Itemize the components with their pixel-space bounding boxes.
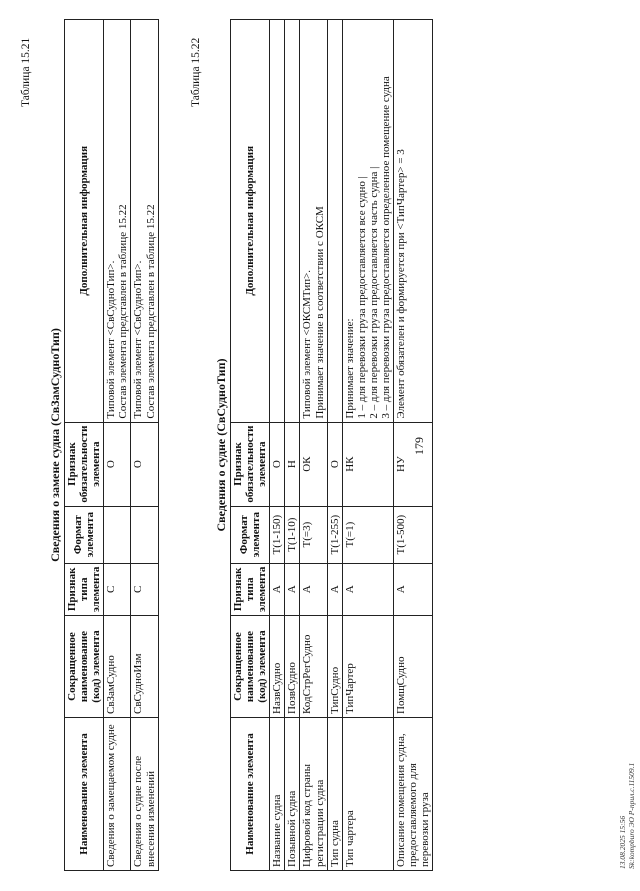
table2-header: Дополнительная информация — [231, 20, 270, 423]
table-row — [285, 20, 300, 871]
cell-type: А — [285, 563, 300, 615]
table2-header: Сокращенное наименование (код) элемента — [231, 616, 270, 718]
table2-header: Признак обязательности элемента — [231, 422, 270, 506]
cell-code: ПозвСудно — [285, 616, 300, 718]
cell-info — [285, 20, 300, 423]
cell-type: С — [104, 563, 131, 615]
table-row — [131, 20, 158, 871]
table1-label: Таблица 15.21 — [20, 37, 32, 107]
page-number: 179 — [412, 437, 426, 455]
cell-code: ТипСудно — [327, 616, 342, 718]
table1-header: Признак типа элемента — [65, 563, 104, 615]
footer-line: Sk:kompburo ЭО Р-прил.с.11509.1 — [627, 762, 636, 869]
cell-req: ОК — [300, 422, 327, 506]
table1 — [64, 19, 159, 871]
cell-info — [104, 20, 131, 423]
table2-label: Таблица 15.22 — [190, 37, 202, 107]
cell-format: T(1-10) — [285, 506, 300, 563]
cell-format — [131, 506, 158, 563]
info-line: Типовой элемент <ОКСМТип>. — [301, 269, 314, 419]
table2-header-row — [231, 20, 270, 871]
cell-name: Тип чартера — [342, 718, 393, 871]
table2-header: Признак типа элемента — [231, 563, 270, 615]
cell-code: ПомщСудно — [394, 616, 433, 718]
cell-info — [327, 20, 342, 423]
cell-type: С — [131, 563, 158, 615]
cell-format: T(1-500) — [394, 506, 433, 563]
info-line: 2 – для перевозки груза предоставляется часть судна | — [367, 166, 380, 419]
table2-header: Наименование элемента — [231, 718, 270, 871]
table2-title: Сведения о судне (СвСудноТип) — [214, 358, 228, 532]
cell-code: КодСтрРегСудно — [300, 616, 327, 718]
cell-name: Сведения о судне после внесения изменений — [131, 718, 158, 871]
table1-header: Дополнительная информация — [65, 20, 104, 423]
table1-header: Формат элемента — [65, 506, 104, 563]
cell-code: СвЗамСудно — [104, 616, 131, 718]
cell-format: T(1-255) — [327, 506, 342, 563]
info-line: Состав элемента представлен в таблице 15.22 — [117, 204, 130, 419]
info-line: Типовой элемент <СвСудноТип>. — [105, 260, 118, 419]
table1-header-row — [65, 20, 104, 871]
table-row — [300, 20, 327, 871]
cell-format: T(=3) — [300, 506, 327, 563]
table1-header: Сокращенное наименование (код) элемента — [65, 616, 104, 718]
table1-header: Признак обязательности элемента — [65, 422, 104, 506]
cell-req: О — [131, 422, 158, 506]
cell-name: Позывной судна — [285, 718, 300, 871]
table-row — [104, 20, 131, 871]
info-line: 1 – для перевозки груза предоставляется все судно | — [355, 176, 368, 419]
cell-req: О — [270, 422, 285, 506]
cell-info — [300, 20, 327, 423]
footer-stamp — [618, 763, 636, 869]
cell-type: А — [394, 563, 433, 615]
table-row — [394, 20, 433, 871]
cell-name: Цифровой код страны регистрации судна — [300, 718, 327, 871]
cell-req: О — [104, 422, 131, 506]
table1-title: Сведения о замене судна (СвЗамСудноТип) — [48, 328, 62, 562]
cell-format: T(1-150) — [270, 506, 285, 563]
cell-code: НазвСудно — [270, 616, 285, 718]
info-line: Принимает значение: — [343, 318, 356, 419]
info-line: 3 – для перевозки груза предоставляется определенное помещение судна — [380, 76, 393, 419]
footer-line: 13.08.2025 15:56 — [618, 815, 627, 869]
cell-info — [342, 20, 393, 423]
table2 — [230, 19, 433, 871]
cell-type: А — [342, 563, 393, 615]
cell-req: Н — [285, 422, 300, 506]
cell-req: НК — [342, 422, 393, 506]
cell-format — [104, 506, 131, 563]
table-row — [327, 20, 342, 871]
cell-info — [131, 20, 158, 423]
cell-name: Описание помещения судна, предоставляемого для перевозки груза — [394, 718, 433, 871]
cell-info — [270, 20, 285, 423]
cell-name: Тип судна — [327, 718, 342, 871]
cell-type: А — [327, 563, 342, 615]
cell-name: Сведения о замещаемом судне — [104, 718, 131, 871]
info-line: Типовой элемент <СвСудноТип>. — [132, 260, 145, 419]
cell-name: Название судна — [270, 718, 285, 871]
cell-code: СвСудноИзм — [131, 616, 158, 718]
info-line: Состав элемента представлен в таблице 15.22 — [144, 204, 157, 419]
cell-format: T(=1) — [342, 506, 393, 563]
table-row — [270, 20, 285, 871]
table1-header: Наименование элемента — [65, 718, 104, 871]
cell-type: А — [300, 563, 327, 615]
cell-code: ТипЧартер — [342, 616, 393, 718]
cell-req: О — [327, 422, 342, 506]
cell-type: А — [270, 563, 285, 615]
cell-req: НУ — [394, 422, 433, 506]
cell-info — [394, 20, 433, 423]
table2-header: Формат элемента — [231, 506, 270, 563]
info-line: Принимает значение в соответствии с ОКСМ — [313, 206, 326, 419]
info-line: Элемент обязателен и формируется при <ТипЧартер> = 3 — [395, 149, 408, 419]
table-row — [342, 20, 393, 871]
